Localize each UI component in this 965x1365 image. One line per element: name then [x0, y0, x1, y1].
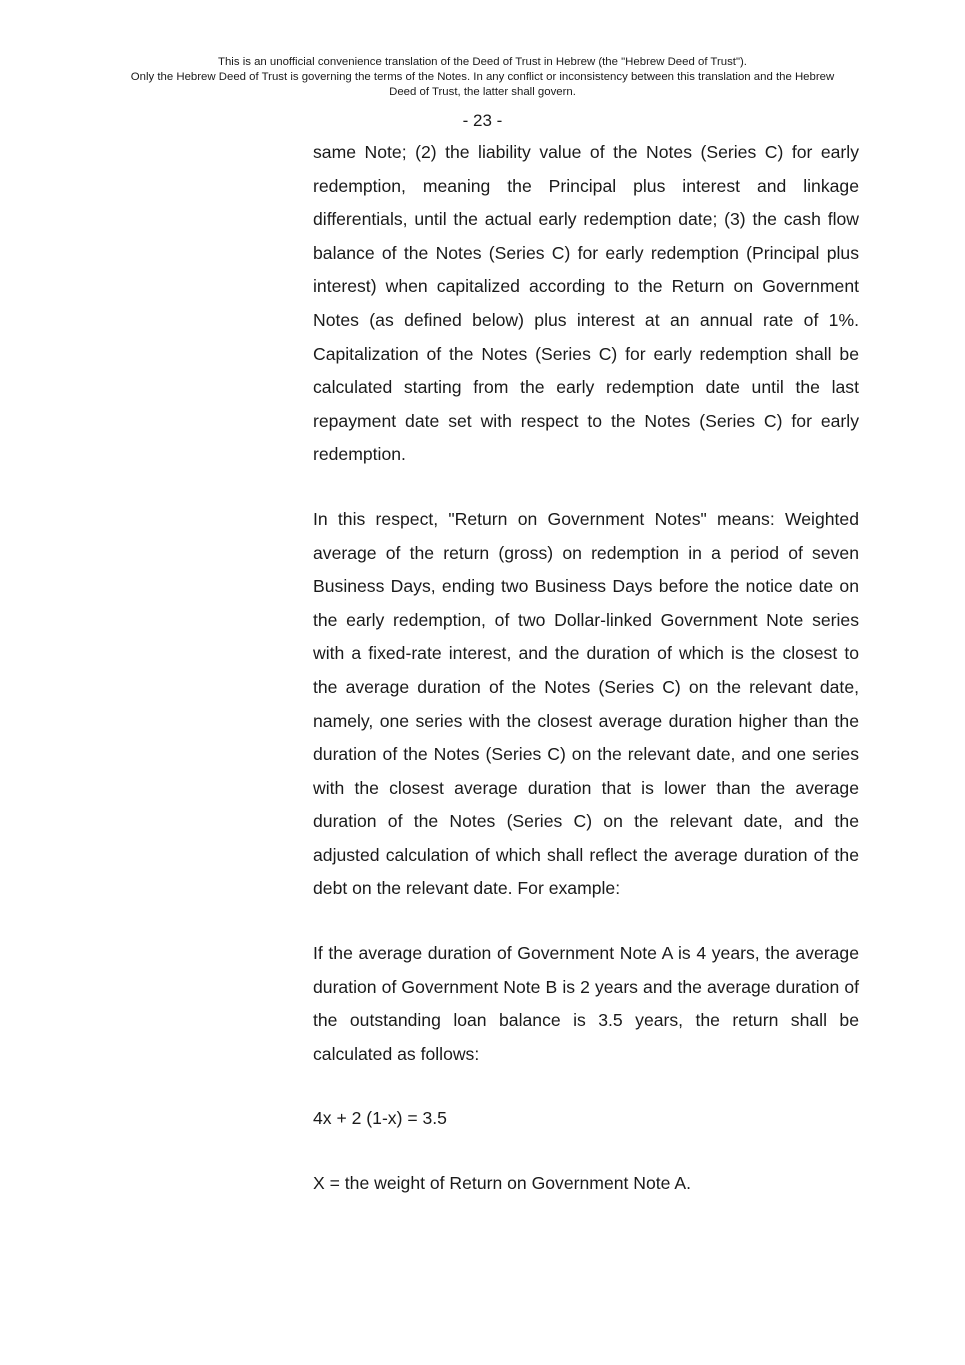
disclaimer-line-2: Only the Hebrew Deed of Trust is governing the terms of the Notes. In any conflict or inconsistency between this translation and the Hebrew: [130, 71, 835, 83]
translation-disclaimer: [0, 55, 965, 100]
document-body: [313, 136, 859, 1201]
formula: 4x + 2 (1-x) = 3.5: [313, 1108, 447, 1129]
paragraph-example: If the average duration of Government Note A is 4 years, the average duration of Government Note B is 2 years and the average duration of the outstanding loan balance is 3.5 years, the return shall be calculated as follows:: [313, 943, 859, 1064]
paragraph-early-redemption-value: same Note; (2) the liability value of the Notes (Series C) for early redemption, meaning the Principal plus interest and linkage differentials, until the actual early redemption date; (3) the cash flow balance of the Notes (Series C) for early redemption (Principal plus interest) when capitalized according to the Return on Government Notes (as defined below) plus interest at an annual rate of 1%. Capitalization of the Notes (Series C) for early redemption shall be calculated starting from the early redemption date until the last repayment date set with respect to the Notes (Series C) for early redemption.: [313, 142, 859, 465]
disclaimer-line-3: Deed of Trust, the latter shall govern.: [389, 86, 576, 98]
disclaimer-line-1: This is an unofficial convenience translation of the Deed of Trust in Hebrew (the "Hebrew Deed of Trust").: [218, 56, 747, 68]
formula-variable-definition: X = the weight of Return on Government Note A.: [313, 1173, 691, 1194]
paragraph-return-definition: In this respect, "Return on Government Notes" means: Weighted average of the return (gross) on redemption in a period of seven Business Days, ending two Business Days before the notice date on the early redemption, of two Dollar-linked Government Note series with a fixed-rate interest, and the duration of which is the closest to the average duration of the Notes (Series C) on the relevant date, namely, one series with the closest average duration higher than the duration of the Notes (Series C) on the relevant date, and one series with the closest average duration that is lower than the average duration of the Notes (Series C) on the relevant date, and the adjusted calculation of which shall reflect the average duration of the debt on the relevant date. For example:: [313, 508, 859, 899]
page-number: - 23 -: [462, 111, 503, 130]
